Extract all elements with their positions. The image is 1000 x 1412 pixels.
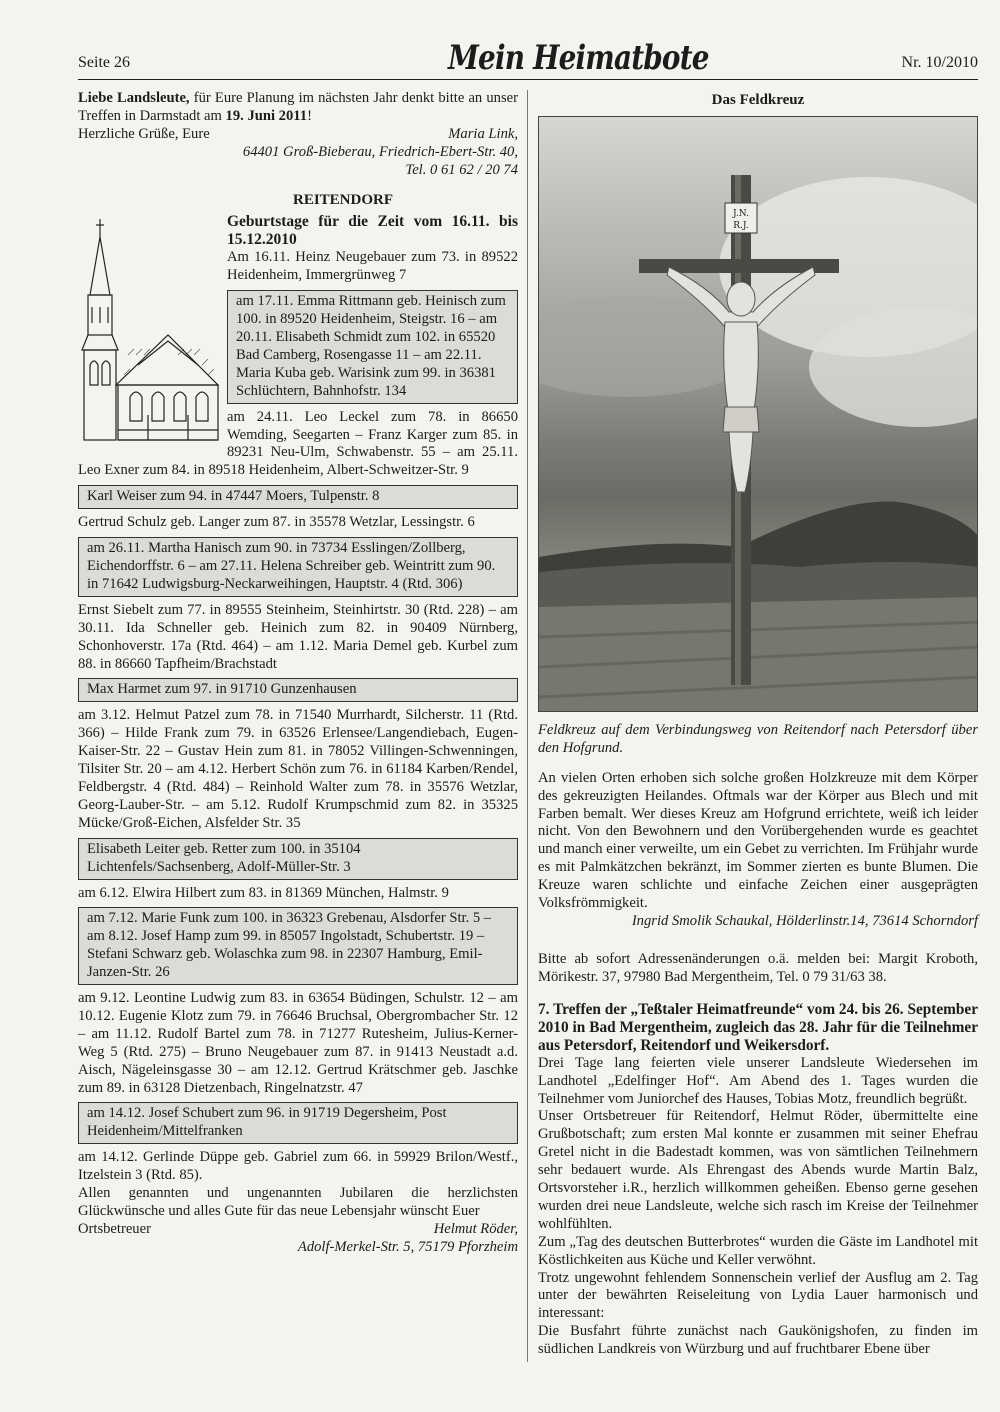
feldkreuz-text: An vielen Orten erhoben sich solche großen Holzkreuze mit dem Körper des gekreuzigten Heilandes. Oftmals war der Körper aus Blech und mit Farben bemalt. Wer dieses Kreuz am Hofgrund errichtete, weiß ich leider nicht. Von den Bewohnern und den Vorübergehenden wurde es geachtet und manch einer verweilte, um ein Gebet zu verrichten. Im Frühjahr wurde es mit Palmkätzchen bekränzt, im Sommer zierten es bunte Blumen. Die Kreuze waren schlichte und einfache Zeichen einer ausgeprägten Volksfrömmigkeit.: [538, 769, 978, 912]
birthday-box-6: am 7.12. Marie Funk zum 100. in 36323 Grebenau, Alsdorfer Str. 5 – am 8.12. Josef Hamp zum 99. in 85057 Ingolstadt, Schubertstr. 19 – Stefani Schwarz geb. Wolaschka zum 98. in 22307 Hamburg, Emil-Janzen-Str. 26: [78, 907, 518, 985]
closing-wishes: Allen genannten und ungenannten Jubilaren die herzlichsten Glückwünsche und alles Gute für das neue Lebensjahr wünscht Euer: [78, 1185, 518, 1220]
photo-title: Das Feldkreuz: [711, 92, 805, 108]
birthday-box-2: Karl Weiser zum 94. in 47447 Moers, Tulpenstr. 8: [78, 485, 518, 509]
greeting-line: [78, 126, 518, 144]
feldkreuz-author: Ingrid Smolik Schaukal, Hölderlinstr.14, 73614 Schorndorf: [631, 912, 978, 929]
section-title-reitendorf: REITENDORF: [292, 191, 393, 208]
birthday-entry-8: am 14.12. Gerlinde Düppe geb. Gabriel zum 66. in 59929 Brilon/Westf., Itzelstein 3 (Rtd. 85).: [78, 1149, 518, 1184]
closing-name: Helmut Röder,: [433, 1220, 518, 1237]
inri-sign-line1: J.N.: [733, 208, 749, 219]
closing-address: Adolf-Merkel-Str. 5, 75179 Pforzheim: [297, 1238, 518, 1255]
feldkreuz-drawing: [539, 117, 978, 712]
issue-number: Nr. 10/2010: [901, 54, 978, 71]
intro-salutation: Liebe Landsleute,: [78, 90, 190, 106]
birthday-box-5: Elisabeth Leiter geb. Retter zum 100. in 35104 Lichtenfels/Sachsenberg, Adolf-Müller-Str. 3: [78, 838, 518, 880]
intro-end: !: [307, 107, 312, 124]
birthday-headline: Geburtstage für die Zeit vom 16.11. bis 15.12.2010: [227, 213, 518, 249]
signature-name: Maria Link,: [448, 125, 518, 142]
closing-role: Ortsbetreuer: [78, 1220, 151, 1237]
meeting-text-4: Trotz ungewohnt fehlendem Sonnenschein verlief der Ausflug am 2. Tag unter der bewährten Reiseleitung von Lydia Lauer harmonisch und interessant:: [538, 1269, 978, 1322]
birthday-entry-3: Gertrud Schulz geb. Langer zum 87. in 35578 Wetzlar, Lessingstr. 6: [78, 514, 475, 531]
greeting: Herzliche Grüße, Eure: [78, 125, 210, 142]
page-header: [78, 38, 978, 80]
church-illustration: [78, 215, 223, 447]
masthead-logo: Mein Heimatbote: [448, 38, 709, 78]
birthday-box-1: am 17.11. Emma Rittmann geb. Heinisch zum 100. in 89520 Heidenheim, Steigstr. 16 – am 20.11. Elisabeth Schmidt zum 102. in 65520 Bad Camberg, Rosengasse 11 – am 22.11. Maria Kuba geb. Warisink zum 99. in 36381 Schlüchtern, Bahnhofstr. 134: [227, 290, 518, 403]
birthday-box-7: am 14.12. Josef Schubert zum 96. in 91719 Degersheim, Post Heidenheim/Mittelfranken: [78, 1102, 518, 1144]
signature-phone: Tel. 0 61 62 / 20 74: [405, 161, 518, 178]
birthday-entry-2: am 24.11. Leo Leckel zum 78. in 86650 Wemding, Seegarten – Franz Karger zum 85. in 89231 Neu-Ulm, Schwabenstr. 55 – am 25.11. Leo Exner zum 84. in 89518 Heidenheim, Albert-Schweitzer-Str. 9: [78, 408, 518, 479]
birthday-entry-4: Ernst Siebelt zum 77. in 89555 Steinheim, Steinhirtstr. 30 (Rtd. 228) – am 30.11. Ida Schneller geb. Heinich zum 82. in 90409 Nürnberg, Schonhoverstr. 17a (Rtd. 464) – am 1.12. Maria Demel geb. Kurbel zum 88. in 86660 Tapfheim/Brachstadt: [78, 601, 518, 672]
address-change-notice: Bitte ab sofort Adressenänderungen o.ä. melden bei: Margit Kroboth, Mörikestr. 37, 97980 Bad Mergentheim, Tel. 0 79 31/63 38.: [538, 950, 978, 985]
meeting-text-3: Zum „Tag des deutschen Butterbrotes“ wurden die Gäste im Landhotel mit Köstlichkeiten aus Küche und Keller verwöhnt.: [538, 1233, 978, 1268]
inri-sign-line2: R.J.: [733, 220, 749, 231]
left-column: [78, 90, 518, 1257]
birthday-section: [78, 213, 518, 480]
meeting-headline: 7. Treffen der „Teßtaler Heimatfreunde“ vom 24. bis 26. September 2010 in Bad Mergentheim, zugleich das 28. Jahr für die Teilnehmer aus Petersdorf, Reitendorf und Weikersdorf.: [538, 1000, 978, 1054]
birthday-box-3: am 26.11. Martha Hanisch zum 90. in 73734 Esslingen/Zollberg, Eichendorffstr. 6 – am 27.11. Helena Schreiber geb. Weintritt zum 90. in 71642 Ludwigsburg-Neckarweihingen, Hauptstr. 4 (Rtd. 306): [78, 537, 518, 597]
column-divider: [527, 90, 528, 1362]
birthday-box-4: Max Harmet zum 97. in 91710 Gunzenhausen: [78, 678, 518, 702]
meeting-text-1: Drei Tage lang feierten viele unserer Landsleute Wiedersehen im Landhotel „Edelfinger Hof“. Am Abend des 1. Tages wurden die Teilnehmer vom Juniorchef des Hauses, Tobias Motz, freundlich begrüßt.: [538, 1054, 978, 1107]
meeting-text-5: Die Busfahrt führte zunächst nach Gaukönigshofen, zu finden im südlichen Landkreis von Würzburg und auf fruchtbarer Ebene über: [538, 1323, 978, 1358]
closing-signature-line: [78, 1221, 518, 1239]
intro-paragraph: [78, 90, 518, 126]
birthday-entry-5: am 3.12. Helmut Patzel zum 78. in 71540 Murrhardt, Silcherstr. 11 (Rtd. 366) – Hilde Frank zum 79. in 63526 Erlensee/Langendiebach, Eugen-Kaiser-Str. 22 – Gustav Hein zum 81. in 78052 Villingen-Schwenningen, Tilsiter Str. 20 – am 4.12. Herbert Schön zum 76. in 61184 Karben/Rendel, Feldbergstr. 4 (Rtd. 484) – Reinhold Walter zum 78. in 35576 Wetzlar, Georg-Lauber-Str. – am 5.12. Rudolf Krumpschmid zum 82. in 35325 Mücke/Groß-Eichen, Alsfelder Str. 35: [78, 707, 518, 831]
birthday-entry-7: am 9.12. Leontine Ludwig zum 83. in 63654 Büdingen, Schulstr. 12 – am 10.12. Eugenie Klotz zum 79. in 76646 Bruchsal, Obergrombacher Str. 12 – am 11.12. Rudolf Bartel zum 78. in 71277 Rutesheim, Julius-Kerner-Weg 5 (Rtd. 275) – Bruno Neugebauer zum 87. in 91413 Neustadt a.d. Aisch, Nägeleinsgasse 30 – am 12.12. Gertrud Krätschmer geb. Jaschke zum 89. in 63128 Dietzenbach, Ringelnatzstr. 47: [78, 990, 518, 1096]
intro-text: für Eure Planung im nächsten Jahr denkt bitte an unser Treffen in Darmstadt am: [78, 90, 518, 124]
birthday-entry-1: Am 16.11. Heinz Neugebauer zum 73. in 89522 Heidenheim, Immergrünweg 7: [227, 249, 518, 284]
meeting-text-2: Unser Ortsbetreuer für Reitendorf, Helmut Röder, übermittelte eine Grußbotschaft; zum ersten Mal konnte er zusammen mit seiner Ehefrau Gretel nicht in die Badestadt kommen, was von sämtlichen Teilnehmern sehr bedauert wurde. Als Ehrengast des Abends wurde Martin Balz, Ortsvorsteher i.R., herzlich willkommen geheißen. Ebenso gerne gesehen wurden drei neue Landsleute, welche sich rasch im Kreise der Teilnehmer wohlfühlten.: [538, 1108, 978, 1232]
feldkreuz-photo: [538, 116, 978, 712]
birthday-entry-6: am 6.12. Elwira Hilbert zum 83. in 81369 München, Halmstr. 9: [78, 884, 449, 901]
page-number: Seite 26: [78, 54, 130, 71]
meeting-date: 19. Juni 2011: [225, 107, 308, 124]
photo-caption: Feldkreuz auf dem Verbindungsweg von Reitendorf nach Petersdorf über den Hofgrund.: [538, 721, 978, 756]
right-column: [538, 90, 978, 1359]
signature-address: 64401 Groß-Bieberau, Friedrich-Ebert-Str. 40,: [242, 143, 518, 160]
